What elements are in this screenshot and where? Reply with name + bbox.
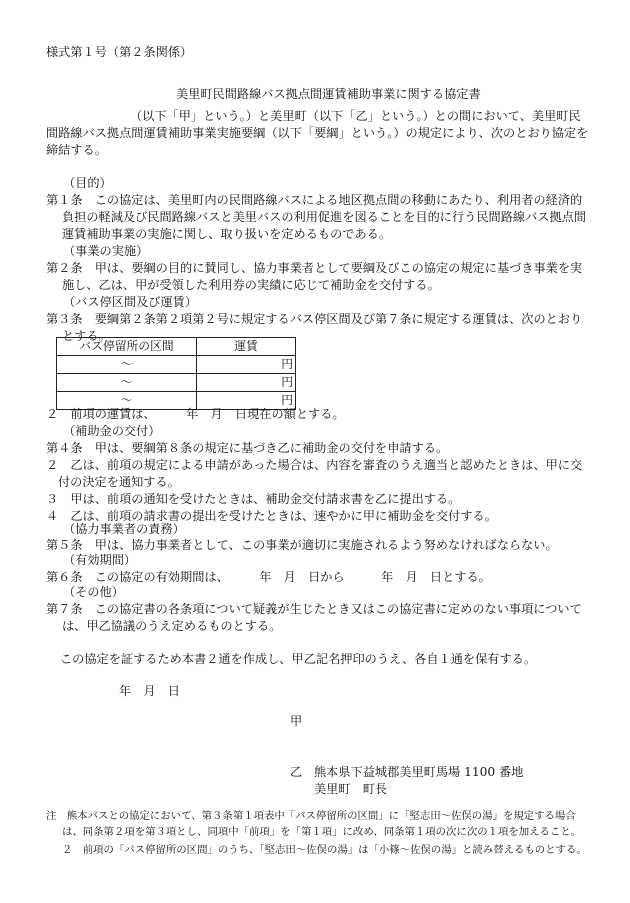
paragraph-number: ２	[46, 458, 59, 472]
note-text: 熊本バスとの協定において、第３条第１項表中「バス停留所の区間」に「堅志田～佐俣の湯」を規定する場合は、同条第２項を第３項とし、同項中「前項」を「第１項」に改め、同条第１項の次に次の１項を加えること。	[62, 810, 582, 838]
article-number: 第７条	[46, 602, 83, 616]
article-number: 第３条	[46, 312, 83, 326]
article-3-paragraph-2	[46, 406, 345, 423]
article-number: 第５条	[46, 538, 83, 552]
party-a-label: 甲	[290, 714, 303, 728]
paragraph-text: 甲は、前項の通知を受けたときは、補助金交付請求書を乙に提出する。	[70, 492, 461, 506]
paragraph-text: 前項の運賃は、 年 月 日現在の額とする。	[70, 407, 345, 421]
closing-statement: この協定を証するため本書２通を作成し、甲乙記名押印のうえ、各自１通を保有する。	[60, 652, 537, 666]
article-text: 甲は、要綱第８条の規定に基づき乙に補助金の交付を申請する。	[94, 441, 449, 455]
article-text: この協定書の各条項について疑義が生じたとき又はこの協定書に定めのない事項については、甲乙協議のうえ定めるものとする。	[62, 602, 582, 633]
table-header-row	[57, 338, 296, 356]
party-b-label: 乙	[290, 765, 303, 779]
document-title: 美里町民間路線バス拠点間運賃補助事業に関する協定書	[176, 87, 481, 101]
note-2	[62, 842, 592, 858]
article-text: この協定は、美里町内の民間路線バスによる地区拠点間の移動にあたり、利用者の経済的負担の軽減及び民間路線バスと美里バスの利用促進を図ることを目的に行う民間路線バス拠点間運賃補助事業の実施に関し、取り扱いを定めるものである。	[62, 193, 587, 241]
range-cell: ～	[57, 392, 197, 410]
section-heading-purpose: （目的）	[63, 176, 112, 190]
article-4-paragraph-3	[46, 491, 460, 508]
article-number: 第２条	[46, 261, 83, 275]
header-fare: 運賃	[197, 338, 296, 356]
note-1	[46, 808, 591, 840]
article-7	[46, 601, 594, 635]
article-4-paragraph-2	[46, 457, 594, 491]
article-text: 甲は、要綱の目的に賛同し、協力事業者として要綱及びこの協定の規定に基づき事業を実施し、乙は、甲が受領した利用券の実績に応じて補助金を交付する。	[62, 261, 583, 292]
section-heading-subsidy: （補助金の交付）	[63, 424, 161, 438]
article-number: 第６条	[46, 570, 83, 584]
fare-cell: 円	[197, 374, 296, 392]
party-b-address: 熊本県下益城郡美里町馬場 1100 番地	[314, 765, 524, 779]
paragraph-number: ２	[46, 407, 59, 421]
article-2	[46, 260, 594, 294]
range-cell: ～	[57, 374, 197, 392]
intro-paragraph: （以下「甲」という。）と美里町（以下「乙」という。）との間において、美里町民間路線バス拠点間運賃補助事業実施要綱（以下「要綱」という。）の規定により、次のとおり協定を締結する。	[46, 109, 589, 157]
range-cell: ～	[57, 356, 197, 374]
article-text: 甲は、協力事業者として、この事業が適切に実施されるよう努めなければならない。	[94, 538, 558, 552]
article-text: 要綱第２条第２項第２号に規定するバス停区間及び第７条に規定する運賃は、次のとおりとする。	[62, 312, 583, 343]
table-row	[57, 356, 296, 374]
header-bus-stop-range: バス停留所の区間	[57, 338, 197, 356]
party-b-name: 美里町 町長	[314, 782, 388, 796]
section-heading-duty: （協力事業者の責務）	[63, 522, 185, 536]
section-heading-bus-stop-fare: （バス停区間及び運賃）	[63, 295, 198, 309]
article-number: 第１条	[46, 193, 83, 207]
fare-cell: 円	[197, 392, 296, 410]
article-4	[46, 440, 448, 457]
section-heading-implementation: （事業の実施）	[63, 244, 149, 258]
note-text: 前項の「バス停留所の区間」のうち、「堅志田～佐俣の湯」は「小篠～佐俣の湯」と読み替えるものとする。	[82, 844, 587, 856]
paragraph-number: ４	[46, 509, 59, 523]
date-line: 年 月 日	[119, 684, 180, 698]
fare-cell: 円	[197, 356, 296, 374]
article-1	[46, 192, 594, 243]
section-heading-validity: （有効期間）	[63, 553, 137, 567]
note-number: 注	[46, 810, 57, 822]
fare-table	[56, 337, 296, 410]
section-heading-other: （その他）	[63, 585, 124, 599]
paragraph-text: 乙は、前項の規定による申請があった場合は、内容を審査のうえ適当と認めたときは、甲に交付の決定を通知する。	[58, 458, 583, 489]
note-number: ２	[62, 844, 73, 856]
article-text: この協定の有効期間は、 年 月 日から 年 月 日とする。	[94, 570, 491, 584]
paragraph-number: ３	[46, 492, 59, 506]
paragraph-text: 乙は、前項の請求書の提出を受けたときは、速やかに甲に補助金を交付する。	[70, 509, 497, 523]
table-row	[57, 374, 296, 392]
form-label: 様式第１号（第２条関係）	[46, 45, 193, 59]
article-number: 第４条	[46, 441, 83, 455]
